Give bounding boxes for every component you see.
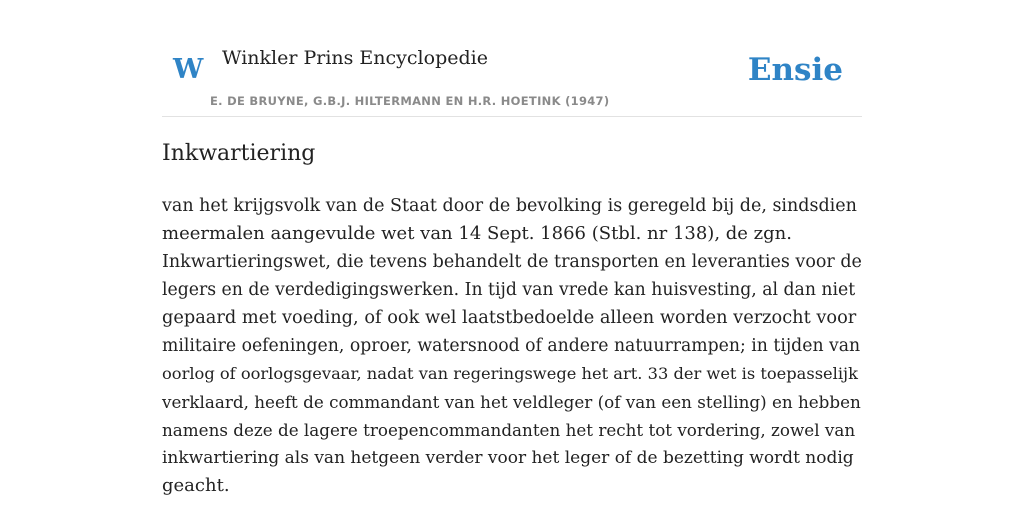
source-title[interactable]: Winkler Prins Encyclopedie [222, 47, 488, 69]
article-line: legers en de verdedigingswerken. In tijd van vrede kan huisvesting, al dan niet [162, 280, 856, 300]
article-line: geacht. [162, 475, 230, 496]
article-line: van het krijgsvolk van de Staat door de bevolking is geregeld bij de, sindsdien [162, 196, 857, 216]
article-line: meermalen aangevulde wet van 14 Sept. 1866 (Stbl. nr 138), de zgn. [162, 223, 792, 244]
source-authors: E. DE BRUYNE, G.B.J. HILTERMANN EN H.R. HOETINK (1947) [210, 94, 610, 108]
article-line: gepaard met voeding, of ook wel laatstbedoelde alleen worden verzocht voor [162, 308, 857, 328]
article-line: verklaard, heeft de commandant van het veldleger (of van een stelling) en hebben [162, 392, 861, 412]
article-line: inkwartiering als van hetgeen verder voor het leger of de bezetting wordt nodig [162, 448, 854, 468]
article-line: oorlog of oorlogsgevaar, nadat van regeringswege het art. 33 der wet is toepasselijk [162, 364, 858, 383]
article-line: Inkwartieringswet, die tevens behandelt de transporten en leveranties voor de [162, 252, 862, 272]
article-title: Inkwartiering [162, 141, 316, 166]
article-line: militaire oefeningen, oproer, watersnood of andere natuurrampen; in tijden van [162, 336, 861, 356]
page-header [162, 0, 862, 117]
source-logo[interactable]: W [173, 54, 204, 85]
brand-logo[interactable]: Ensie [747, 52, 843, 88]
article-body [162, 192, 862, 500]
article-line: namens deze de lagere troepencommandanten het recht tot vordering, zowel van [162, 420, 856, 440]
